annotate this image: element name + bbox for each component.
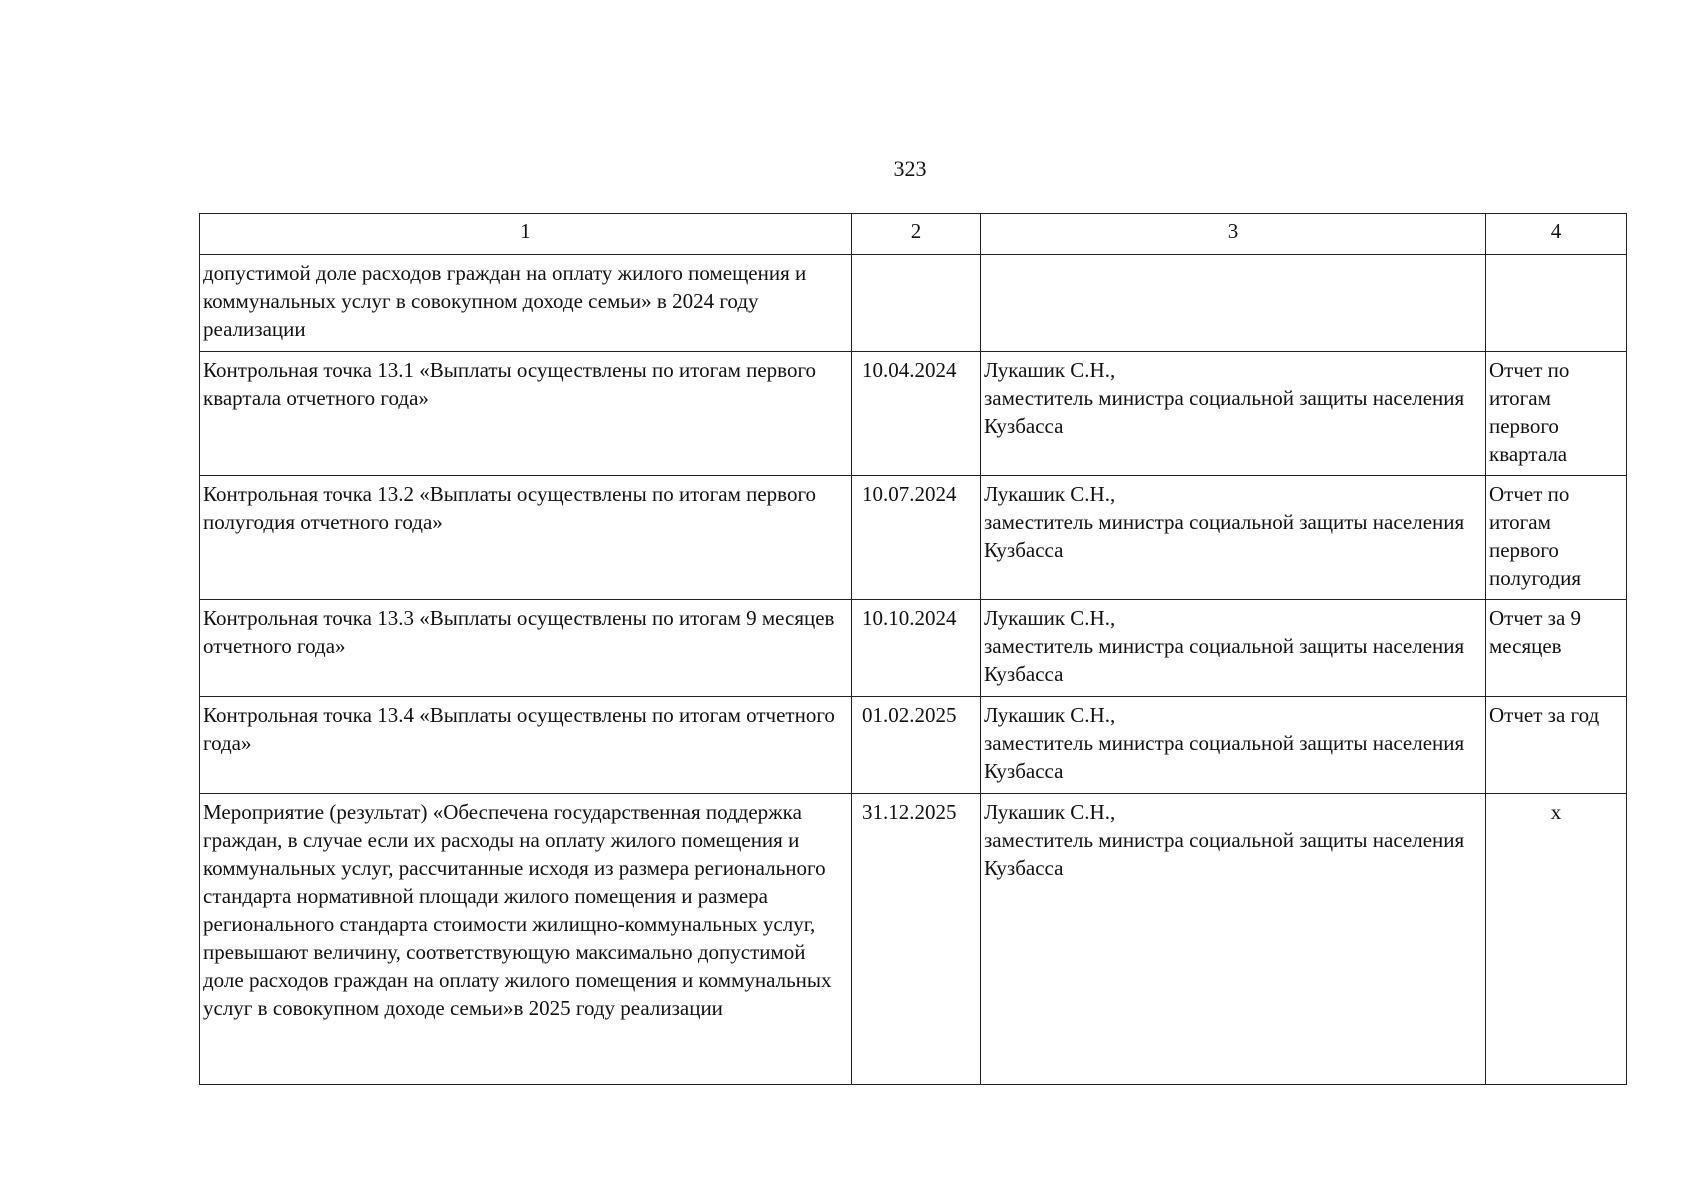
responsible-position: заместитель министра социальной защиты населения Кузбасса <box>984 634 1465 686</box>
responsible-name: Лукашик С.Н., <box>984 358 1116 382</box>
table-row <box>200 600 1627 697</box>
document-cell: х <box>1486 794 1627 1085</box>
event-cell: Мероприятие (результат) «Обеспечена государственная поддержка граждан, в случае если их расходы на оплату жилого помещения и коммунальных услуг, рассчитанные исходя из размера регионального стандарта нормативной площади жилого помещения и размера регионального стандарта стоимости жилищно-коммунальных услуг, превышают величину, соответствующую максимально допустимой доле расходов граждан на оплату жилого помещения и коммунальных услуг в совокупном доходе семьи»в 2025 году реализации <box>200 794 852 1085</box>
header-cell: 1 <box>200 214 852 255</box>
date-cell: 10.10.2024 <box>852 600 981 697</box>
responsible-cell <box>981 794 1486 1085</box>
date-cell <box>852 255 981 352</box>
responsible-position: заместитель министра социальной защиты населения Кузбасса <box>984 510 1465 562</box>
event-cell: Контрольная точка 13.4 «Выплаты осуществлены по итогам отчетного года» <box>200 697 852 794</box>
table-row <box>200 476 1627 600</box>
event-cell: Контрольная точка 13.2 «Выплаты осуществлены по итогам первого полугодия отчетного года» <box>200 476 852 600</box>
document-cell: Отчет по итогам первого полугодия <box>1486 476 1627 600</box>
responsible-name: Лукашик С.Н., <box>984 482 1116 506</box>
table-header-row <box>200 214 1627 255</box>
responsible-cell <box>981 255 1486 352</box>
responsible-cell <box>981 697 1486 794</box>
table-row <box>200 697 1627 794</box>
responsible-position: заместитель министра социальной защиты населения Кузбасса <box>984 828 1465 880</box>
document-cell: Отчет по итогам первого квартала <box>1486 352 1627 476</box>
page-number: 323 <box>893 156 927 181</box>
responsible-cell <box>981 600 1486 697</box>
responsible-position: заместитель министра социальной защиты населения Кузбасса <box>984 731 1465 783</box>
document-cell: Отчет за год <box>1486 697 1627 794</box>
date-cell: 10.07.2024 <box>852 476 981 600</box>
responsible-name: Лукашик С.Н., <box>984 800 1116 824</box>
document-cell: Отчет за 9 месяцев <box>1486 600 1627 697</box>
date-cell: 01.02.2025 <box>852 697 981 794</box>
table-row <box>200 255 1627 352</box>
responsible-position: заместитель министра социальной защиты населения Кузбасса <box>984 386 1465 438</box>
date-cell: 10.04.2024 <box>852 352 981 476</box>
responsible-name: Лукашик С.Н., <box>984 703 1116 727</box>
responsible-cell <box>981 476 1486 600</box>
event-cell: допустимой доле расходов граждан на оплату жилого помещения и коммунальных услуг в совокупном доходе семьи» в 2024 году реализации <box>200 255 852 352</box>
table-row <box>200 794 1627 1085</box>
header-cell: 4 <box>1486 214 1627 255</box>
document-cell <box>1486 255 1627 352</box>
responsible-name: Лукашик С.Н., <box>984 606 1116 630</box>
event-cell: Контрольная точка 13.3 «Выплаты осуществлены по итогам 9 месяцев отчетного года» <box>200 600 852 697</box>
event-cell: Контрольная точка 13.1 «Выплаты осуществлены по итогам первого квартала отчетного года» <box>200 352 852 476</box>
header-cell: 3 <box>981 214 1486 255</box>
events-table <box>199 213 1627 1085</box>
responsible-cell <box>981 352 1486 476</box>
date-cell: 31.12.2025 <box>852 794 981 1085</box>
header-cell: 2 <box>852 214 981 255</box>
table-row <box>200 352 1627 476</box>
